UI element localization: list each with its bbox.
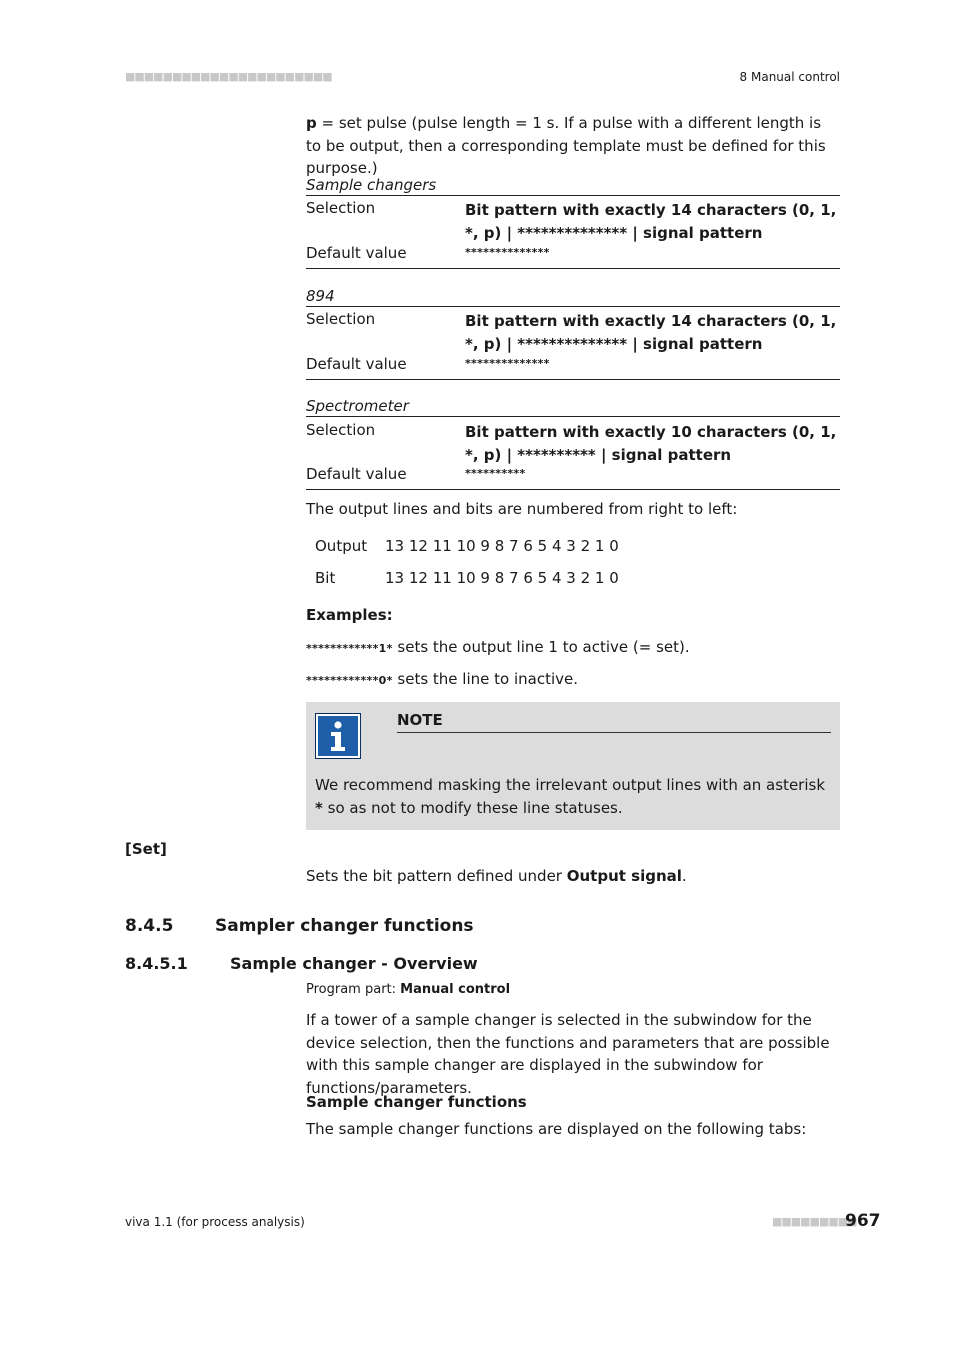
param-block-spectrometer [306,421,840,490]
selection-value: Bit pattern with exactly 14 characters (0, 1, *, p) | ************** | signal pattern [465,312,837,353]
selection-label: Selection [306,310,376,328]
header-dots: ■■■■■■■■■■■■■■■■■■■■■■ [125,70,332,83]
section-8451-number: 8.4.5.1 [125,954,188,973]
default-value: ********** [465,467,526,480]
chapter-title: 8 Manual control [739,70,840,84]
info-icon [315,713,361,759]
section-8451-title: Sample changer - Overview [230,954,478,973]
overview-paragraph: If a tower of a sample changer is selected in the subwindow for the device selection, then the functions and parameters that are possible with this sample changer are displayed in the subwindow for functions/parameters. [306,1011,830,1097]
example-1-pattern: ************1* [306,642,393,655]
pulse-key: p [306,114,317,132]
output-label: Output [315,537,368,555]
example-2-pattern: ************0* [306,674,393,687]
example-2-text: sets the line to inactive. [392,670,579,688]
pulse-description [306,112,840,180]
example-2 [306,668,578,693]
example-1 [306,636,690,661]
note-title: NOTE [397,711,831,733]
set-label: [Set] [125,840,167,858]
numbering-description: The output lines and bits are numbered from right to left: [306,500,738,518]
selection-label: Selection [306,199,376,217]
param-block-894 [306,310,840,380]
default-value: ************** [465,246,550,259]
footer-product: viva 1.1 (for process analysis) [125,1215,305,1229]
selection-value: Bit pattern with exactly 14 characters (0, 1, *, p) | ************** | signal pattern [465,201,837,242]
param-title-spectrometer: Spectrometer [306,397,840,417]
default-value: ************** [465,357,550,370]
section-845-title: Sampler changer functions [215,916,474,936]
note-text: We recommend masking the irrelevant output lines with an asterisk * so as not to modify these line statuses. [315,776,826,817]
pulse-text: = set pulse (pulse length = 1 s. If a pulse with a different length is to be output, then a corresponding template must be defined for this purpose.) [306,114,826,177]
examples-heading: Examples: [306,606,393,624]
bit-values: 13 12 11 10 9 8 7 6 5 4 3 2 1 0 [385,569,619,587]
selection-label: Selection [306,421,376,439]
default-label: Default value [306,355,407,373]
output-values: 13 12 11 10 9 8 7 6 5 4 3 2 1 0 [385,537,619,555]
program-part: Program part: Manual control [306,982,511,997]
param-title-894: 894 [306,287,840,307]
default-label: Default value [306,465,407,483]
bit-label: Bit [315,569,336,587]
sample-changer-functions-text: The sample changer functions are displayed on the following tabs: [306,1120,807,1138]
param-block-sample-changers [306,199,840,269]
set-description: Sets the bit pattern defined under Output signal. [306,867,687,885]
sample-changer-functions-heading: Sample changer functions [306,1093,527,1111]
selection-value: Bit pattern with exactly 10 characters (0, 1, *, p) | ********** | signal pattern [465,423,837,464]
info-icon-glyph [316,714,360,758]
section-845-number: 8.4.5 [125,916,174,936]
page-number: 967 [845,1211,881,1231]
example-1-text: sets the output line 1 to active (= set). [392,638,690,656]
default-label: Default value [306,244,407,262]
footer-dots: ■■■■■■■■■ [772,1215,857,1228]
param-title-sample-changers: Sample changers [306,176,840,196]
note-box [306,702,840,830]
